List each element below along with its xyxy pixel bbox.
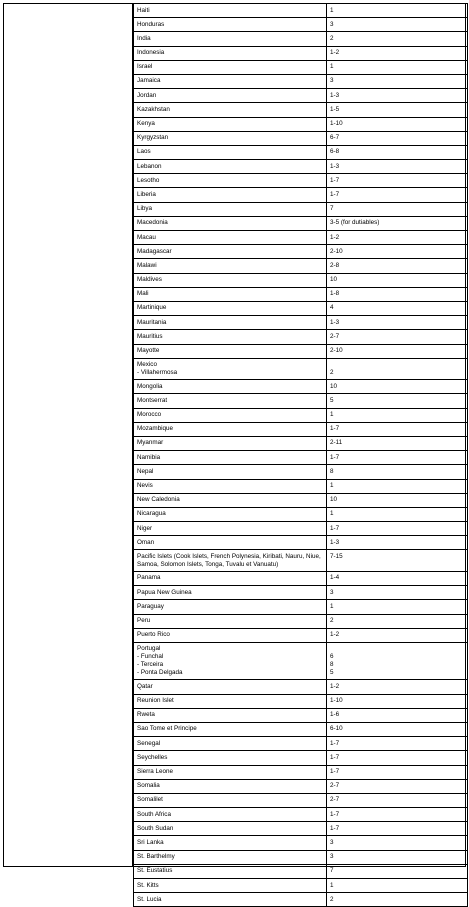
country-cell: Oman [134, 536, 327, 550]
table-row [134, 765, 468, 779]
country-cell: Morocco [134, 408, 327, 422]
country-cell: St. Kitts [134, 879, 327, 893]
transit-days-cell: 1 [327, 408, 468, 422]
country-cell: Pacific Islets (Cook Islets, French Polynesia, Kiribati, Nauru, Niue, Samoa, Solomon Islets, Tonga, Tuvalu et Vanuatu) [134, 550, 327, 572]
table-row [134, 74, 468, 88]
table-row [134, 103, 468, 117]
transit-days-cell: 1-7 [327, 522, 468, 536]
table-row [134, 737, 468, 751]
table-row [134, 380, 468, 394]
country-cell: Libya [134, 202, 327, 216]
table-row [134, 216, 468, 230]
table-row [134, 493, 468, 507]
transit-days-cell: 2-10 [327, 245, 468, 259]
table-row [134, 316, 468, 330]
country-cell: Lesotho [134, 174, 327, 188]
transit-days-cell: 1-3 [327, 536, 468, 550]
table-row [134, 451, 468, 465]
table-row [134, 642, 468, 680]
table-body [134, 4, 468, 907]
table-row [134, 479, 468, 493]
country-cell: Puerto Rico [134, 628, 327, 642]
table-row [134, 507, 468, 521]
country-cell: Mauritius [134, 330, 327, 344]
country-cell: Madagascar [134, 245, 327, 259]
country-cell: Montserrat [134, 394, 327, 408]
transit-days-cell: 1 [327, 60, 468, 74]
table-row [134, 145, 468, 159]
country-cell: Panama [134, 571, 327, 585]
country-cell: India [134, 32, 327, 46]
country-cell: Seychelles [134, 751, 327, 765]
sub-location-name: - Terceira [137, 661, 164, 669]
transit-days-cell: 3 [327, 74, 468, 88]
transit-days-cell: 2-10 [327, 344, 468, 358]
country-cell: Kenya [134, 117, 327, 131]
table-row [134, 394, 468, 408]
country-cell: Lebanon [134, 160, 327, 174]
country-cell: Papua New Guinea [134, 586, 327, 600]
country-cell: Israel [134, 60, 327, 74]
table-row [134, 614, 468, 628]
transit-days-cell: 10 [327, 273, 468, 287]
table-row [134, 117, 468, 131]
transit-days-cell: 1-2 [327, 231, 468, 245]
transit-days-cell: 1-7 [327, 174, 468, 188]
transit-days-cell: 1-7 [327, 822, 468, 836]
transit-days-cell: 1-7 [327, 765, 468, 779]
transit-days-cell: 8 [327, 465, 468, 479]
table-row [134, 879, 468, 893]
transit-days-cell: 2-11 [327, 436, 468, 450]
country-cell: Niger [134, 522, 327, 536]
transit-days-cell [327, 642, 468, 680]
transit-days-cell: 2 [327, 614, 468, 628]
table-row [134, 864, 468, 878]
sub-location-name: - Funchal [137, 653, 164, 661]
country-name: Portugal [137, 645, 161, 653]
country-cell: Mauritania [134, 316, 327, 330]
country-cell: Reunion Islet [134, 694, 327, 708]
transit-days-cell: 3 [327, 836, 468, 850]
sub-location-name: - Ponta Delgada [137, 669, 183, 677]
table-row [134, 46, 468, 60]
country-cell: Kazakhstan [134, 103, 327, 117]
transit-days-cell: 1-7 [327, 751, 468, 765]
country-cell: Honduras [134, 18, 327, 32]
table-row [134, 287, 468, 301]
table-row [134, 4, 468, 18]
transit-days-cell: 1-3 [327, 316, 468, 330]
transit-days-cell: 1-7 [327, 451, 468, 465]
country-cell: Sri Lanka [134, 836, 327, 850]
table-row [134, 550, 468, 572]
transit-days-cell: 1-3 [327, 89, 468, 103]
country-cell: Sao Tome et Principe [134, 722, 327, 736]
country-cell: Somalia [134, 779, 327, 793]
country-cell: Sierra Leone [134, 765, 327, 779]
table-row [134, 245, 468, 259]
table-row [134, 850, 468, 864]
table-row [134, 202, 468, 216]
country-name: Mexico [137, 361, 157, 369]
transit-days-cell: 3 [327, 586, 468, 600]
table-row [134, 18, 468, 32]
table-row [134, 708, 468, 722]
transit-days-cell: 1-7 [327, 188, 468, 202]
country-cell: South Africa [134, 808, 327, 822]
country-cell [134, 642, 327, 680]
table-row [134, 330, 468, 344]
country-cell: Rweta [134, 708, 327, 722]
transit-days-cell: 6-10 [327, 722, 468, 736]
transit-days-cell: 1 [327, 507, 468, 521]
table-row [134, 422, 468, 436]
country-cell: Nepal [134, 465, 327, 479]
transit-days-cell [327, 358, 468, 380]
transit-days-cell: 2-8 [327, 259, 468, 273]
country-cell: Malawi [134, 259, 327, 273]
country-cell: Macedonia [134, 216, 327, 230]
country-cell: Mali [134, 287, 327, 301]
country-cell: Kyrgyzstan [134, 131, 327, 145]
table-row [134, 436, 468, 450]
table-row [134, 571, 468, 585]
transit-days-cell: 2 [327, 893, 468, 907]
country-cell: Liberia [134, 188, 327, 202]
country-cell: St. Eustatius [134, 864, 327, 878]
table-row [134, 231, 468, 245]
country-cell: Jordan [134, 89, 327, 103]
table-row [134, 680, 468, 694]
sub-location-days: 5 [330, 669, 334, 677]
table-row [134, 808, 468, 822]
table-row [134, 628, 468, 642]
transit-days-cell: 1 [327, 4, 468, 18]
transit-days-cell: 1 [327, 479, 468, 493]
table-row [134, 836, 468, 850]
country-cell: Somalilet [134, 793, 327, 807]
country-cell: Nevis [134, 479, 327, 493]
country-cell: Paraguay [134, 600, 327, 614]
table-row [134, 586, 468, 600]
table-row [134, 344, 468, 358]
country-cell: Nicaragua [134, 507, 327, 521]
transit-days-cell: 2-7 [327, 779, 468, 793]
transit-days-cell: 6-8 [327, 145, 468, 159]
table-row [134, 536, 468, 550]
table-row [134, 793, 468, 807]
table-row [134, 465, 468, 479]
table-row [134, 301, 468, 315]
transit-days-cell: 1-4 [327, 571, 468, 585]
country-cell: Macau [134, 231, 327, 245]
country-cell: St. Lucia [134, 893, 327, 907]
transit-days-cell: 6-7 [327, 131, 468, 145]
transit-days-cell: 3-5 (for dutiables) [327, 216, 468, 230]
table-row [134, 273, 468, 287]
transit-days-cell: 2-7 [327, 793, 468, 807]
country-cell [134, 358, 327, 380]
table-row [134, 131, 468, 145]
transit-days-cell: 1 [327, 600, 468, 614]
table-row [134, 779, 468, 793]
country-cell: Senegal [134, 737, 327, 751]
country-cell: Mongolia [134, 380, 327, 394]
country-cell: South Sudan [134, 822, 327, 836]
table-row [134, 174, 468, 188]
table-row [134, 358, 468, 380]
table-row [134, 188, 468, 202]
transit-days-cell: 1-10 [327, 694, 468, 708]
table-row [134, 822, 468, 836]
table-row [134, 751, 468, 765]
transit-days-cell: 10 [327, 380, 468, 394]
sub-location-name: - Villahermosa [137, 369, 178, 377]
transit-days-cell: 1-8 [327, 287, 468, 301]
transit-days-cell: 1-5 [327, 103, 468, 117]
table-row [134, 60, 468, 74]
country-cell: Namibia [134, 451, 327, 465]
transit-days-cell: 10 [327, 493, 468, 507]
table-row [134, 32, 468, 46]
transit-days-cell: 2-7 [327, 330, 468, 344]
table-row [134, 89, 468, 103]
transit-days-cell: 1 [327, 879, 468, 893]
country-cell: Mayotte [134, 344, 327, 358]
transit-days-cell: 7-15 [327, 550, 468, 572]
transit-days-cell: 3 [327, 850, 468, 864]
country-cell: Mozambique [134, 422, 327, 436]
country-cell: Myanmar [134, 436, 327, 450]
country-cell: St. Barthelmy [134, 850, 327, 864]
table-row [134, 259, 468, 273]
sub-location-days: 8 [330, 661, 334, 669]
table-row [134, 694, 468, 708]
sub-location-days: 6 [330, 653, 334, 661]
transit-days-cell: 3 [327, 18, 468, 32]
transit-days-cell: 2 [327, 32, 468, 46]
transit-days-cell: 1-7 [327, 808, 468, 822]
table-row [134, 160, 468, 174]
country-cell: Indonesia [134, 46, 327, 60]
transit-days-cell: 4 [327, 301, 468, 315]
country-cell: Maldives [134, 273, 327, 287]
transit-days-cell: 7 [327, 202, 468, 216]
table-row [134, 722, 468, 736]
transit-days-cell: 5 [327, 394, 468, 408]
transit-days-cell: 1-2 [327, 628, 468, 642]
left-column-cell [3, 3, 133, 867]
transit-days-cell: 1-6 [327, 708, 468, 722]
table-row [134, 600, 468, 614]
country-cell: New Caledonia [134, 493, 327, 507]
table-row [134, 893, 468, 907]
country-cell: Laos [134, 145, 327, 159]
table-row [134, 522, 468, 536]
transit-days-cell: 7 [327, 864, 468, 878]
transit-days-cell: 1-10 [327, 117, 468, 131]
country-cell: Peru [134, 614, 327, 628]
sub-location-days: 2 [330, 369, 334, 377]
transit-days-cell: 1-2 [327, 680, 468, 694]
country-cell: Haiti [134, 4, 327, 18]
transit-days-cell: 1-7 [327, 422, 468, 436]
country-cell: Qatar [134, 680, 327, 694]
transit-days-cell: 1-2 [327, 46, 468, 60]
country-cell: Jamaica [134, 74, 327, 88]
table-row [134, 408, 468, 422]
transit-days-cell: 1-7 [327, 737, 468, 751]
transit-days-table [133, 3, 468, 907]
country-cell: Martinique [134, 301, 327, 315]
transit-days-cell: 1-3 [327, 160, 468, 174]
